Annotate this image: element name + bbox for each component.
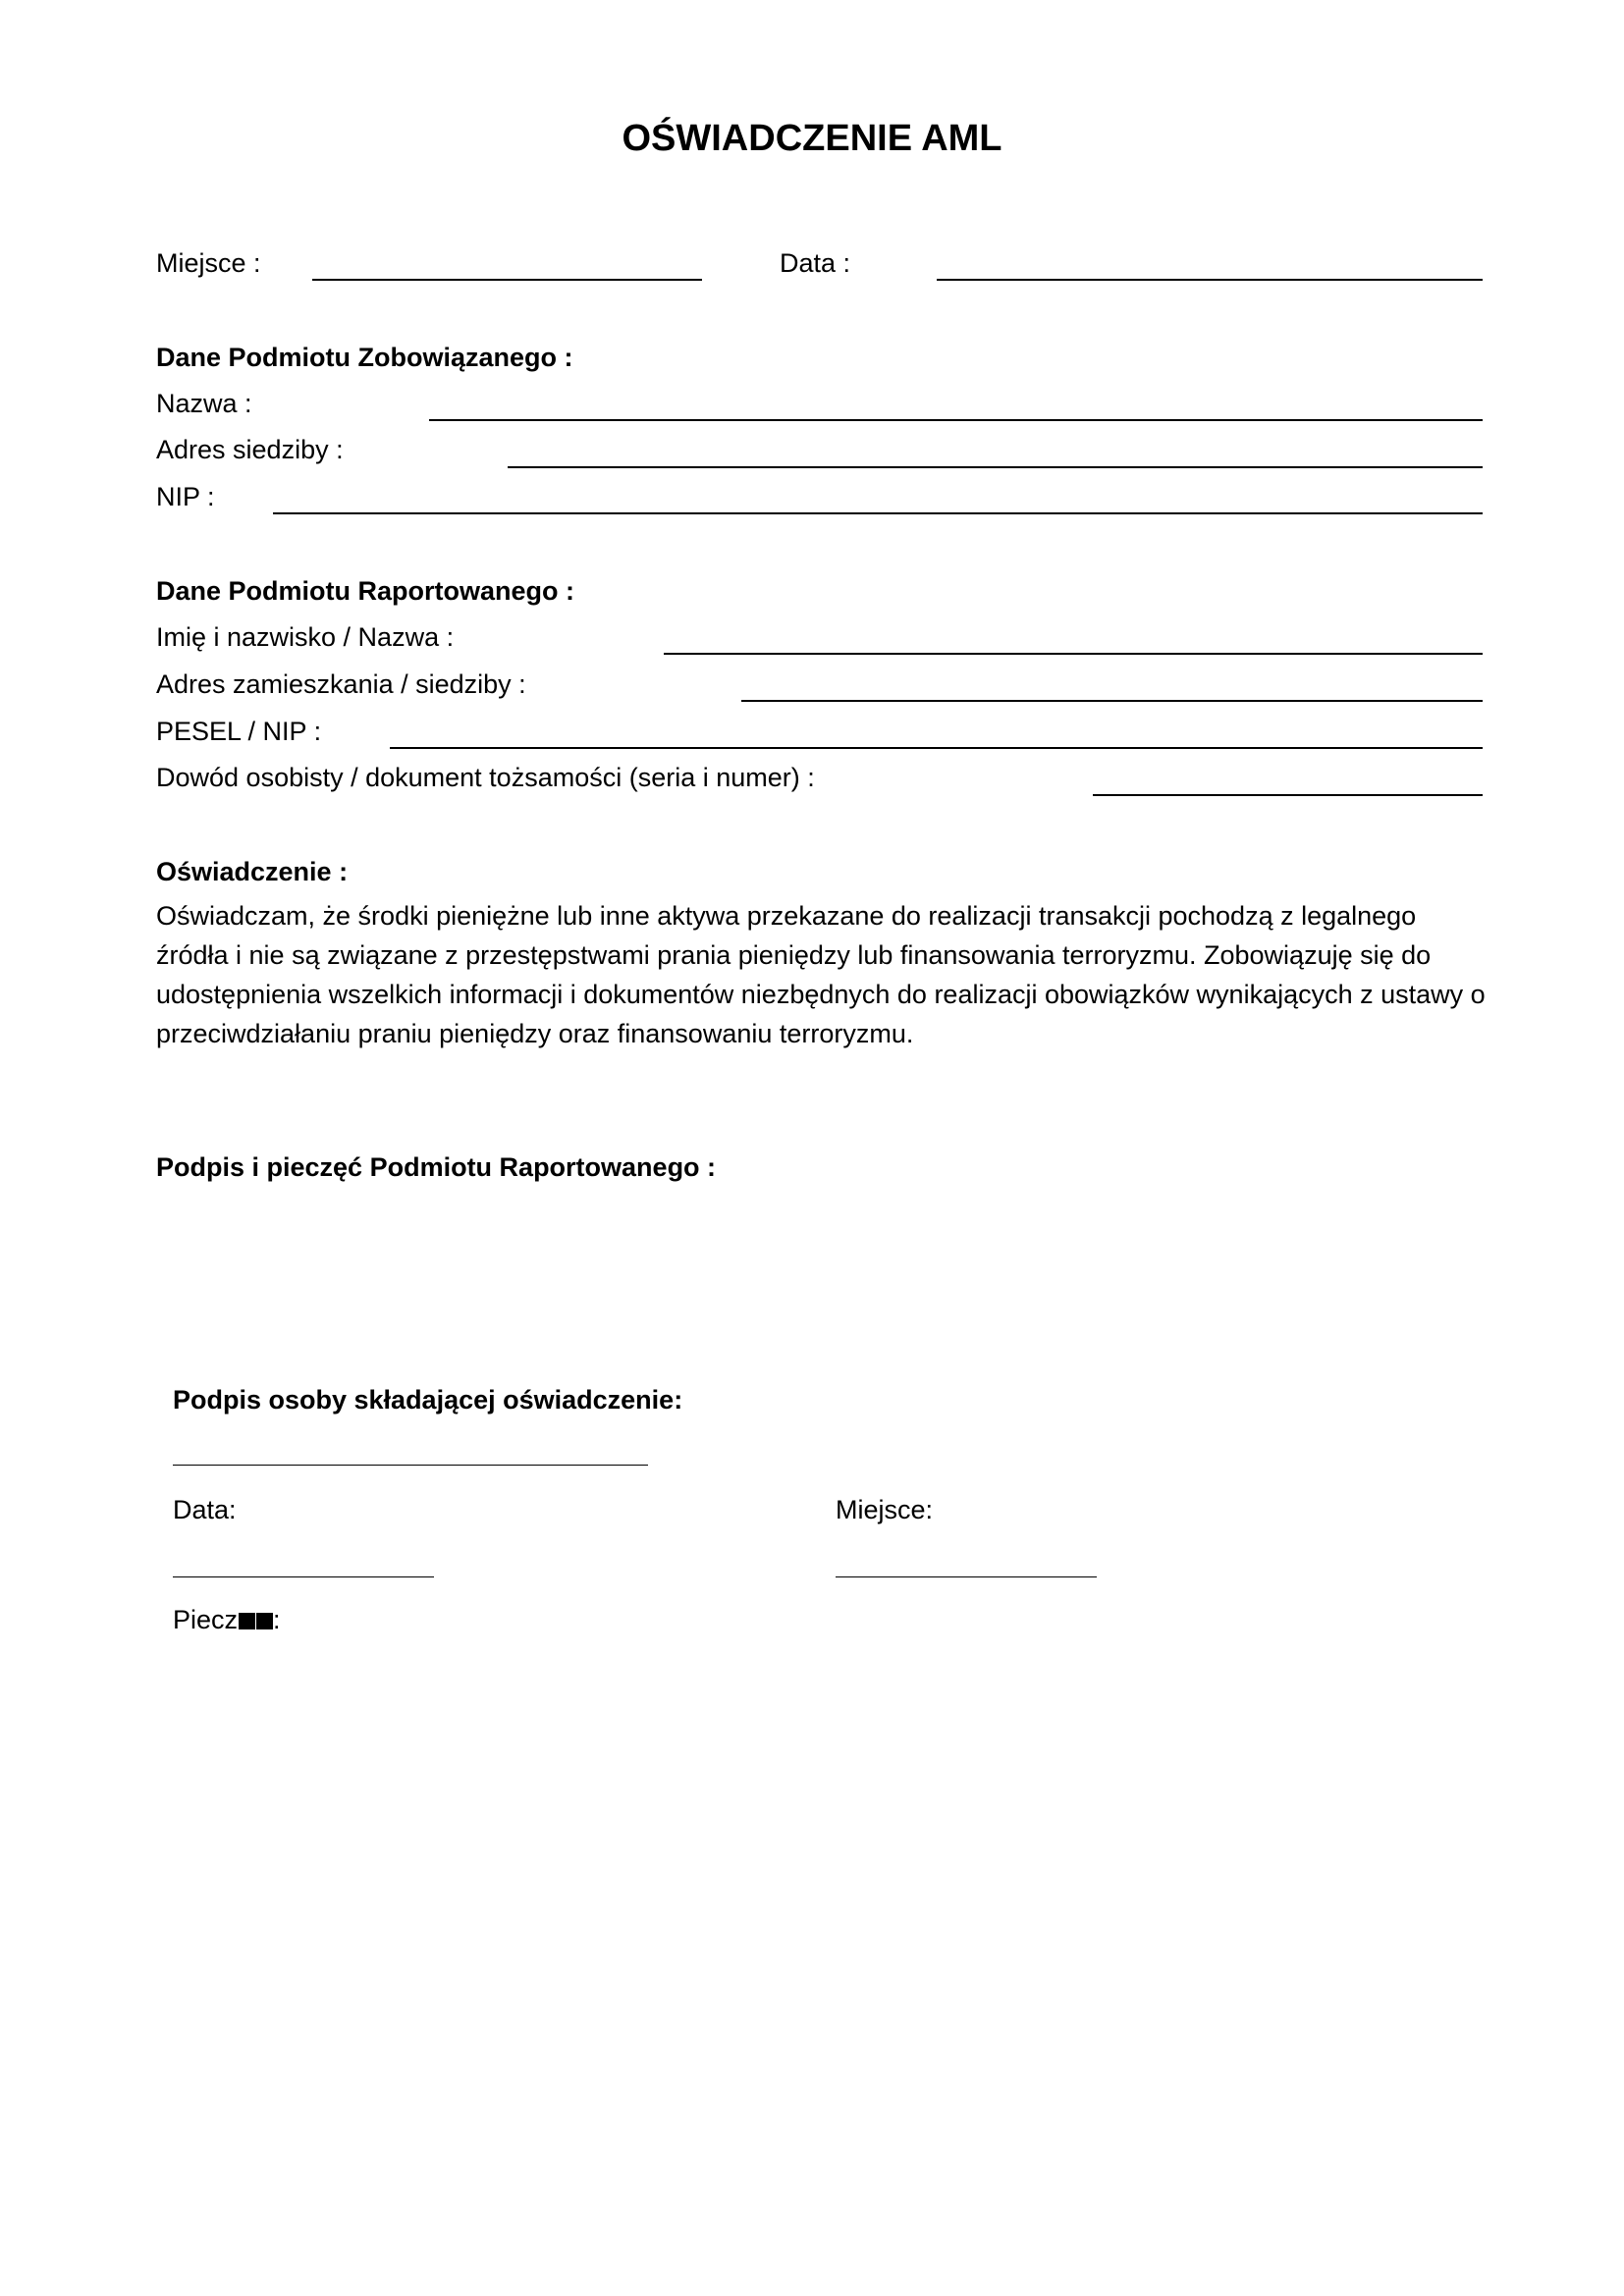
- date-field-line[interactable]: [937, 279, 1483, 281]
- obliged-nip-line[interactable]: [273, 512, 1483, 514]
- declarant-signature-line[interactable]: [173, 1465, 648, 1466]
- reported-entity-heading: Dane Podmiotu Raportowanego :: [156, 576, 575, 606]
- declarant-place-line[interactable]: [836, 1576, 1097, 1577]
- reported-pesel-label: PESEL / NIP :: [156, 717, 322, 746]
- declarant-place-label: Miejsce:: [836, 1495, 934, 1524]
- signature-stamp-label: Podpis i pieczęć Podmiotu Raportowanego :: [156, 1152, 717, 1182]
- declarant-signature-label: Podpis osoby składającej oświadczenie:: [173, 1385, 683, 1415]
- obliged-name-line[interactable]: [429, 419, 1483, 421]
- declarant-date-line[interactable]: [173, 1576, 434, 1577]
- reported-address-line[interactable]: [741, 700, 1483, 702]
- obliged-nip-label: NIP :: [156, 482, 215, 511]
- statement-text: Oświadczam, że środki pieniężne lub inne aktywa przekazane do realizacji transakcji pochodzą z legalnego źródła i nie są związane z przestępstwami prania pieniędzy lub finansowania terroryzmu. Zobowiązuję się do udostępnienia wszelkich informacji i dokumentów niezbędnych do realizacji obowiązków wynikających z ustawy o przeciwdziałaniu praniu pieniędzy oraz finansowaniu terroryzmu.: [156, 901, 1486, 1048]
- reported-address-label: Adres zamieszkania / siedziby :: [156, 669, 526, 699]
- obliged-name-label: Nazwa :: [156, 389, 252, 418]
- reported-pesel-line[interactable]: [390, 747, 1483, 749]
- date-label: Data :: [780, 248, 851, 278]
- stamp-label-suffix: :: [273, 1605, 281, 1634]
- reported-id-label: Dowód osobisty / dokument tożsamości (seria i numer) :: [156, 763, 815, 792]
- place-field-line[interactable]: [312, 279, 702, 281]
- declarant-date-label: Data:: [173, 1495, 237, 1524]
- missing-glyph-icon: [256, 1613, 273, 1629]
- place-label: Miejsce :: [156, 248, 261, 278]
- missing-glyph-icon: [239, 1613, 255, 1629]
- obliged-address-label: Adres siedziby :: [156, 435, 344, 464]
- reported-name-label: Imię i nazwisko / Nazwa :: [156, 622, 455, 652]
- obliged-entity-heading: Dane Podmiotu Zobowiązanego :: [156, 343, 573, 372]
- obliged-address-line[interactable]: [508, 466, 1483, 468]
- declarant-stamp-label: [173, 1603, 281, 1636]
- statement-heading: Oświadczenie :: [156, 857, 349, 886]
- stamp-label-text: Piecz: [173, 1605, 239, 1634]
- reported-id-line[interactable]: [1093, 794, 1483, 796]
- reported-name-line[interactable]: [664, 653, 1483, 655]
- document-title: OŚWIADCZENIE AML: [622, 118, 1002, 159]
